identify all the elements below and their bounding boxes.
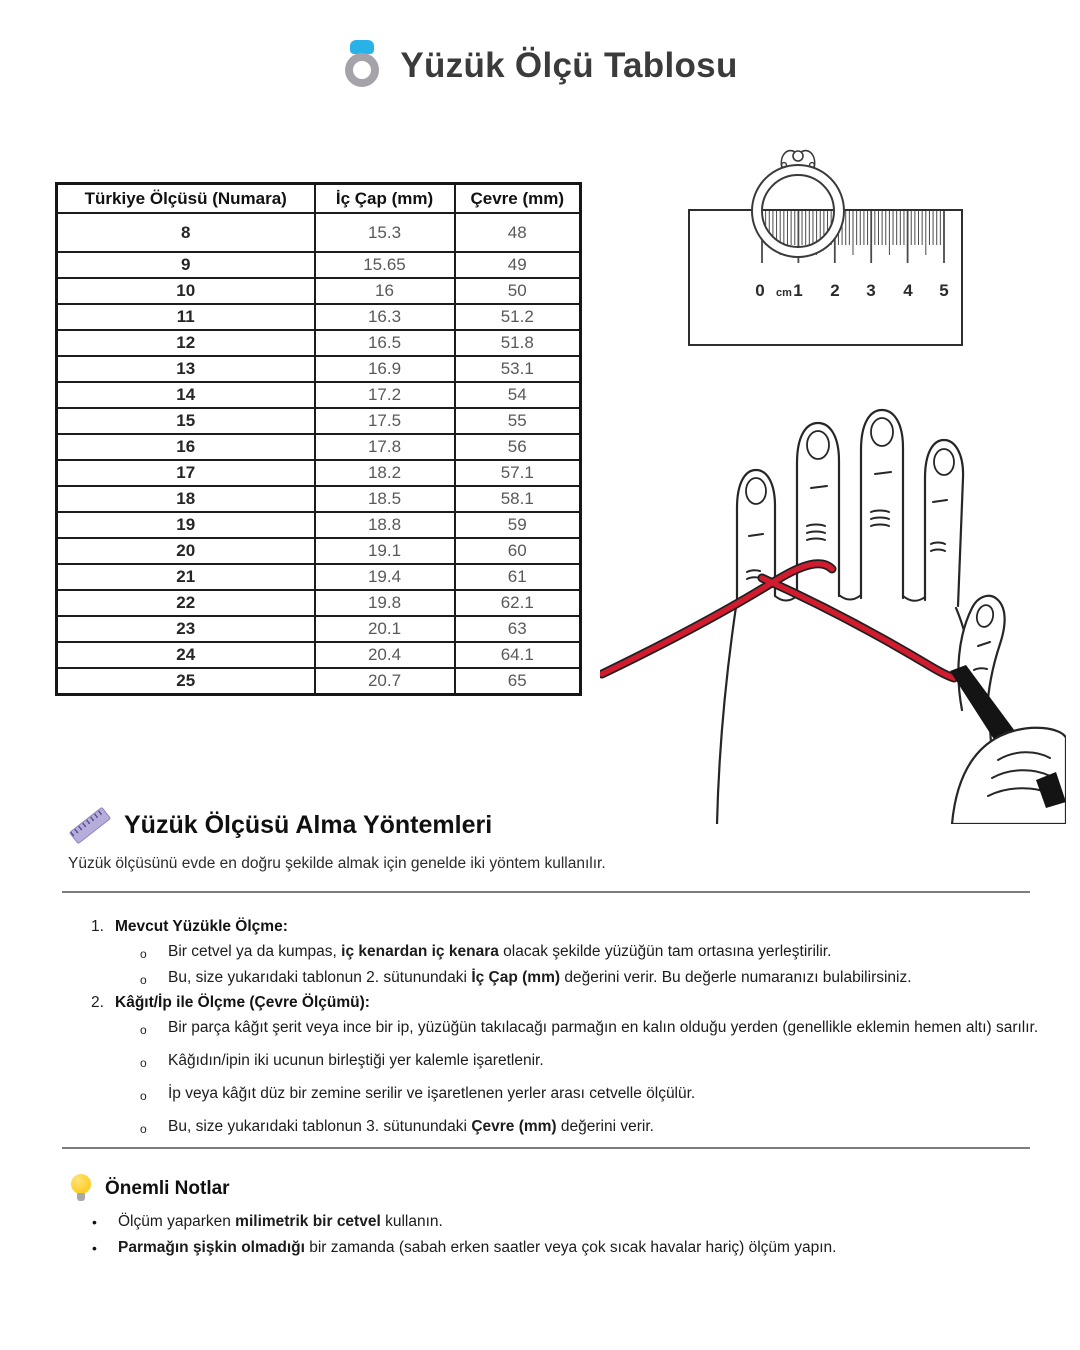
- lightbulb-glass: [71, 1174, 91, 1194]
- list-item: [92, 1212, 836, 1232]
- table-header-row: [57, 184, 581, 214]
- method-1-title: Mevcut Yüzükle Ölçme:: [115, 918, 288, 935]
- page-title-row: [0, 40, 1080, 92]
- bullet-marker: o: [140, 1122, 147, 1136]
- bullet-text: Bu, size yukarıdaki tablonun 2. sütunundaki İç Çap (mm) değerini verir. Bu değerle numaranızı bulabilirsiniz.: [168, 969, 912, 986]
- table-body: [57, 213, 581, 695]
- table-row: 20 19.1 60: [57, 538, 581, 564]
- bullet-text: Kâğıdın/ipin iki ucunun birleştiği yer kalemle işaretlenir.: [168, 1052, 544, 1069]
- list-item: [140, 1117, 1080, 1139]
- table-row: 15 17.5 55: [57, 408, 581, 434]
- list-item: [140, 1084, 1080, 1106]
- ring-gem: [350, 40, 374, 54]
- ruler-label-2: 2: [830, 281, 840, 300]
- bullet-text: Bu, size yukarıdaki tablonun 3. sütunundaki Çevre (mm) değerini verir.: [168, 1118, 654, 1135]
- ruler-label-3: 3: [866, 281, 876, 300]
- bullet-marker: o: [140, 1056, 147, 1070]
- ruler-label-0: 0: [755, 281, 765, 300]
- table-row: 21 19.4 61: [57, 564, 581, 590]
- table-row: 16 17.8 56: [57, 434, 581, 460]
- list-item: [92, 1238, 836, 1258]
- bullet-text: Bir parça kâğıt şerit veya ince bir ip, yüzüğün takılacağı parmağın en kalın olduğu yerden (genellikle eklemin hemen altı) sarılır.: [168, 1019, 1039, 1036]
- table-row: 9 15.65 49: [57, 252, 581, 278]
- table-row: 13 16.9 53.1: [57, 356, 581, 382]
- table-row: 23 20.1 63: [57, 616, 581, 642]
- table-row: 19 18.8 59: [57, 512, 581, 538]
- methods-intro: Yüzük ölçüsünü evde en doğru şekilde almak için genelde iki yöntem kullanılır.: [68, 855, 606, 872]
- lightbulb-icon: [70, 1174, 92, 1204]
- bullet-text: Parmağın şişkin olmadığı bir zamanda (sabah erken saatler veya çok sıcak havalar hariç) ölçüm yapın.: [118, 1239, 837, 1256]
- table-row: 17 18.2 57.1: [57, 460, 581, 486]
- divider: [62, 1147, 1030, 1149]
- list-item: [140, 968, 1080, 990]
- list-item: [140, 1051, 1080, 1073]
- bullet-marker: •: [92, 1240, 97, 1256]
- ring-icon: [342, 40, 382, 92]
- ruler-icon: [70, 806, 108, 844]
- ruler-icon-bar: [69, 807, 111, 845]
- page-title: Yüzük Ölçü Tablosu: [400, 46, 738, 85]
- column-header-diameter: İç Çap (mm): [315, 184, 455, 214]
- table-row: 8 15.3 48: [57, 213, 581, 252]
- table-row: 18 18.5 58.1: [57, 486, 581, 512]
- ring-size-table: [55, 182, 582, 696]
- divider: [62, 891, 1030, 893]
- methods-heading-row: [70, 806, 492, 844]
- column-header-size: Türkiye Ölçüsü (Numara): [57, 184, 315, 214]
- bullet-text: Ölçüm yaparken milimetrik bir cetvel kullanın.: [118, 1213, 443, 1230]
- ruler-label-4: 4: [903, 281, 913, 300]
- bullet-marker: o: [140, 1023, 147, 1037]
- ruler-label-1: 1: [793, 281, 803, 300]
- ruler-label-5: 5: [939, 281, 949, 300]
- table-row: 25 20.7 65: [57, 668, 581, 695]
- table-row: 12 16.5 51.8: [57, 330, 581, 356]
- table-row: 14 17.2 54: [57, 382, 581, 408]
- table-row: 10 16 50: [57, 278, 581, 304]
- notes-heading: Önemli Notlar: [105, 1178, 230, 1199]
- lightbulb-base: [77, 1193, 85, 1201]
- methods-heading: Yüzük Ölçüsü Alma Yöntemleri: [124, 810, 493, 839]
- table-row: 24 20.4 64.1: [57, 642, 581, 668]
- notes-heading-row: [70, 1174, 230, 1204]
- column-header-circumference: Çevre (mm): [455, 184, 581, 214]
- method-item-1: [0, 918, 1080, 994]
- bullet-marker: o: [140, 973, 147, 987]
- list-item: [140, 1018, 1080, 1040]
- list-item: [140, 942, 1080, 964]
- method-2-title: Kâğıt/İp ile Ölçme (Çevre Ölçümü):: [115, 994, 370, 1011]
- bullet-text: İp veya kâğıt düz bir zemine serilir ve işaretlenen yerler arası cetvelle ölçülür.: [168, 1085, 696, 1102]
- method-1-title-line: [91, 918, 1080, 936]
- list-number: 2.: [91, 994, 104, 1011]
- ring-on-ruler-figure: [660, 135, 972, 353]
- list-number: 1.: [91, 918, 104, 935]
- table-row: 22 19.8 62.1: [57, 590, 581, 616]
- ring-band: [345, 53, 379, 87]
- method-item-2: [0, 994, 1080, 1150]
- table-row: 11 16.3 51.2: [57, 304, 581, 330]
- notes-list: [92, 1212, 836, 1264]
- method-2-title-line: [91, 994, 1080, 1012]
- hand-string-figure: [600, 378, 1066, 824]
- bullet-marker: •: [92, 1214, 97, 1230]
- bullet-text: Bir cetvel ya da kumpas, iç kenardan iç kenara olacak şekilde yüzüğün tam ortasına yerleştirilir.: [168, 943, 832, 960]
- ruler-unit-label: cm: [776, 287, 792, 299]
- bullet-marker: o: [140, 1089, 147, 1103]
- bullet-marker: o: [140, 947, 147, 961]
